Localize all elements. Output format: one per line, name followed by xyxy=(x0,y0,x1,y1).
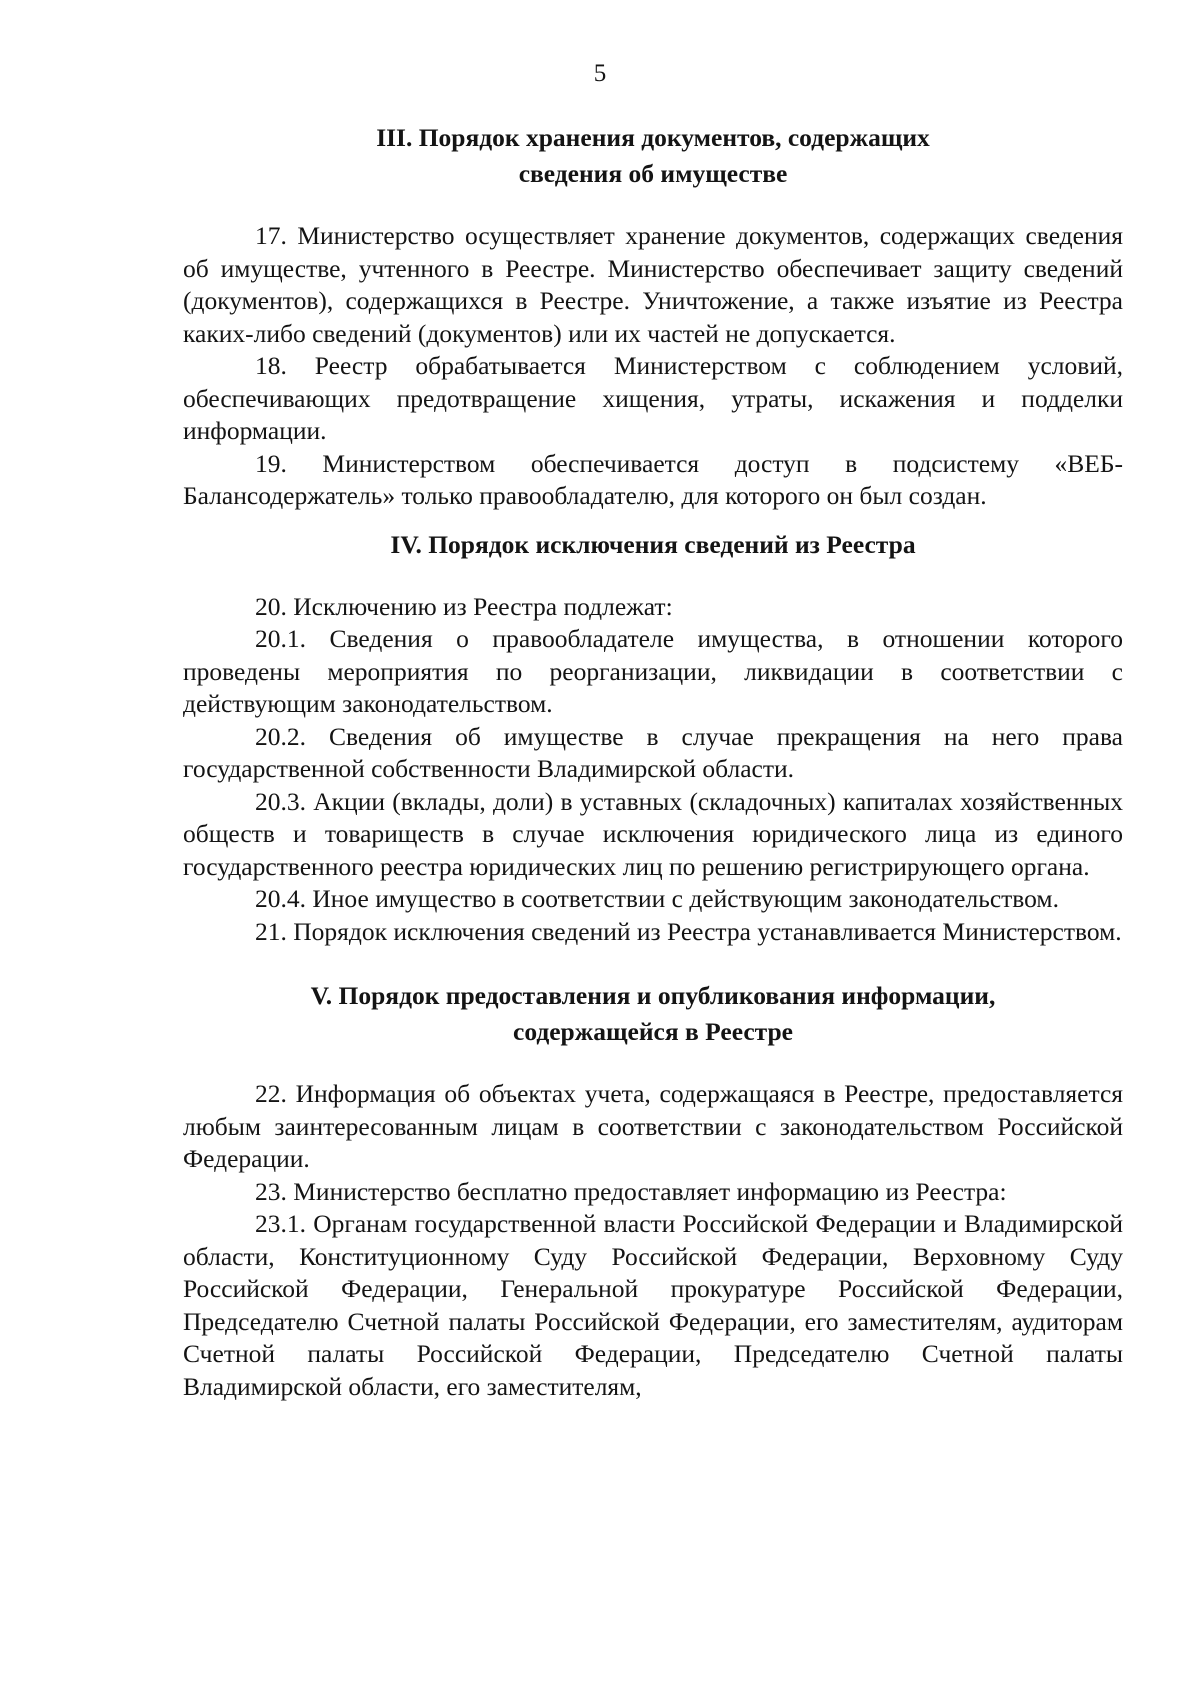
paragraph-17: 17. Министерство осуществляет хранение документов, содержащих сведения об имуществе, учтенного в Реестре. Министерство обеспечивает защиту сведений (документов), содержащихся в Реестре. Уничтожение, а также изъятие из Реестра каких-либо сведений (документов) или их частей не допускается. xyxy=(183,221,1123,348)
section-3-title-line-2: сведения об имуществе xyxy=(518,159,788,188)
section-5-title-line-2: содержащейся в Реестре xyxy=(513,1017,793,1046)
section-4-heading xyxy=(183,527,1123,563)
section-3-heading xyxy=(183,120,1123,192)
section-3-title-line-1: III. Порядок хранения документов, содержащих xyxy=(376,123,930,152)
section-4-title-line-1: IV. Порядок исключения сведений из Реестра xyxy=(390,529,916,559)
paragraph-21: 21. Порядок исключения сведений из Реестра устанавливается Министерством. xyxy=(255,916,1122,946)
paragraph-20-4: 20.4. Иное имущество в соответствии с действующим законодательством. xyxy=(255,884,1059,913)
paragraph-18: 18. Реестр обрабатывается Министерством с соблюдением условий, обеспечивающих предотвращение хищения, утраты, искажения и подделки информации. xyxy=(183,351,1123,445)
paragraph-20-1: 20.1. Сведения о правообладателе имущества, в отношении которого проведены мероприятия по реорганизации, ликвидации в соответствии с действующим законодательством. xyxy=(183,624,1123,718)
section-5-heading xyxy=(183,978,1123,1050)
section-5-title-line-1: V. Порядок предоставления и опубликования информации, xyxy=(310,981,996,1010)
paragraph-22: 22. Информация об объектах учета, содержащаяся в Реестре, предоставляется любым заинтересованным лицам в соответствии с законодательством Российской Федерации. xyxy=(183,1079,1123,1173)
paragraph-20: 20. Исключению из Реестра подлежат: xyxy=(255,591,673,621)
paragraph-20-3: 20.3. Акции (вклады, доли) в уставных (складочных) капиталах хозяйственных обществ и товариществ в случае исключения юридического лица из единого государственного реестра юридических лиц по решению регистрирующего органа. xyxy=(183,786,1123,881)
paragraph-19: 19. Министерством обеспечивается доступ в подсистему «ВЕБ-Балансодержатель» только правообладателю, для которого он был создан. xyxy=(183,448,1123,510)
paragraph-23: 23. Министерство бесплатно предоставляет информацию из Реестра: xyxy=(255,1176,1007,1206)
paragraph-20-2: 20.2. Сведения об имуществе в случае прекращения на него права государственной собственности Владимирской области. xyxy=(183,721,1123,783)
paragraph-23-1: 23.1. Органам государственной власти Российской Федерации и Владимирской области, Конституционному Суду Российской Федерации, Верховному Суду Российской Федерации, Генеральной прокуратуре Российской Федерации, Председателю Счетной палаты Российской Федерации, его заместителям, аудиторам Счетной палаты Российской Федерации, Председателю Счетной палаты Владимирской области, его заместителям, xyxy=(183,1209,1123,1401)
document-body xyxy=(183,120,1123,1403)
page-number: 5 xyxy=(593,60,607,87)
